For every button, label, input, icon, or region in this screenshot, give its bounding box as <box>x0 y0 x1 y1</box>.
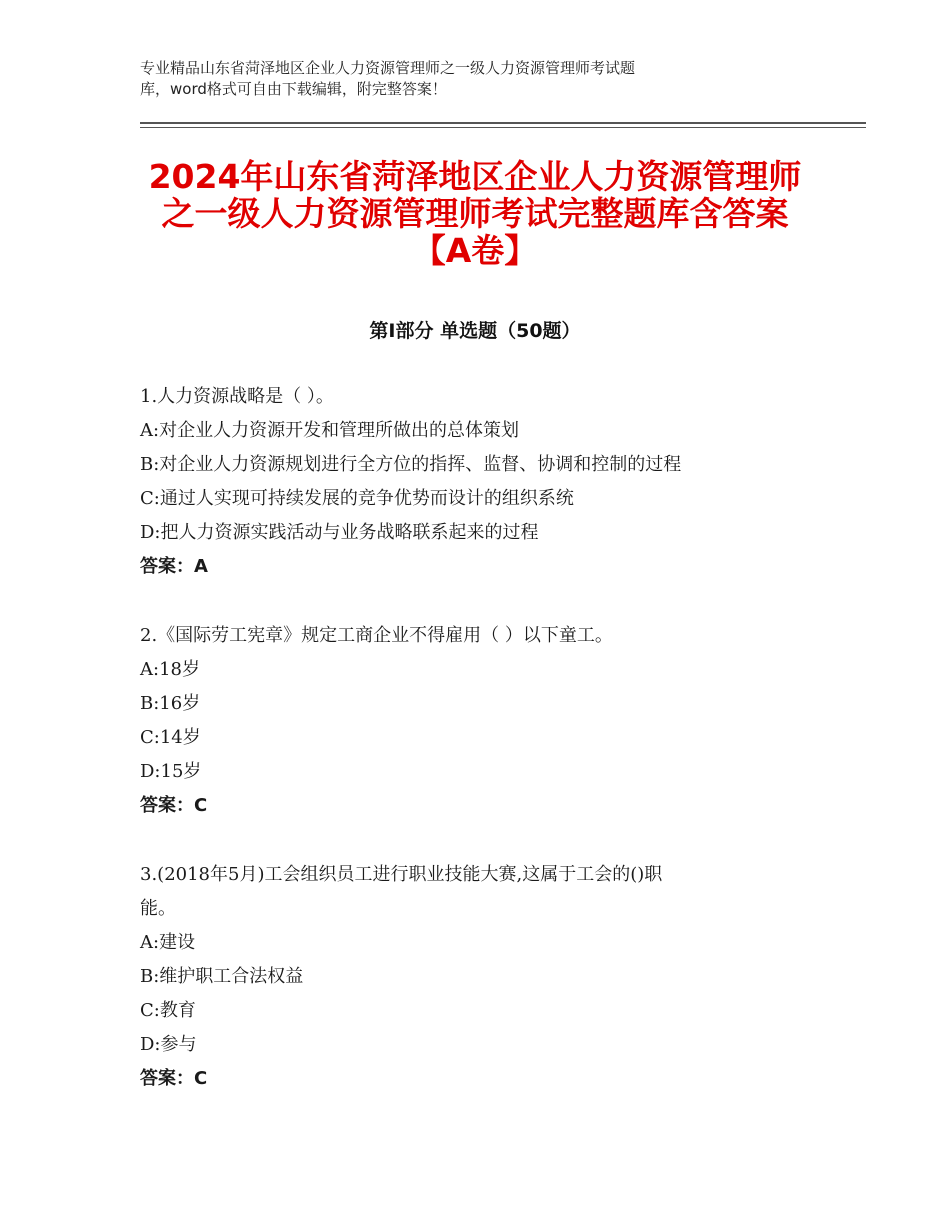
question-3-option-b: B:维护职工合法权益 <box>140 966 304 987</box>
question-3-answer: 答案：C <box>140 1068 208 1089</box>
question-3-stem-line-1: 3.(2018年5月)工会组织员工进行职业技能大赛,这属于工会的()职 <box>140 864 663 885</box>
question-2-option-d: D:15岁 <box>140 761 202 782</box>
title-line-1: 2024年山东省菏泽地区企业人力资源管理师 <box>148 157 802 196</box>
document-title <box>140 158 810 269</box>
question-3-option-a: A:建设 <box>140 932 196 953</box>
header-divider <box>140 122 866 128</box>
title-line-3: 【A卷】 <box>412 231 538 270</box>
question-2-answer: 答案：C <box>140 795 208 816</box>
question-3-stem-line-2: 能。 <box>140 898 176 919</box>
question-1-answer: 答案：A <box>140 556 208 577</box>
question-2-option-a: A:18岁 <box>140 659 200 680</box>
question-2-option-b: B:16岁 <box>140 693 201 714</box>
header-note <box>140 58 780 100</box>
question-1-option-b: B:对企业人力资源规划进行全方位的指挥、监督、协调和控制的过程 <box>140 454 682 475</box>
question-2-stem: 2.《国际劳工宪章》规定工商企业不得雇用（ ）以下童工。 <box>140 625 613 646</box>
question-3-option-d: D:参与 <box>140 1034 197 1055</box>
question-1-option-a: A:对企业人力资源开发和管理所做出的总体策划 <box>140 420 520 441</box>
section-heading: 第Ⅰ部分 单选题（50题） <box>369 320 581 342</box>
header-note-line-2: 库，word格式可自由下载编辑，附完整答案！ <box>140 80 447 98</box>
question-1-stem: 1.人力资源战略是（ ）。 <box>140 386 334 407</box>
question-1-option-d: D:把人力资源实践活动与业务战略联系起来的过程 <box>140 522 539 543</box>
title-line-2: 之一级人力资源管理师考试完整题库含答案 <box>161 194 789 233</box>
header-note-line-1: 专业精品山东省菏泽地区企业人力资源管理师之一级人力资源管理师考试题 <box>140 59 636 77</box>
question-3-option-c: C:教育 <box>140 1000 196 1021</box>
question-2-option-c: C:14岁 <box>140 727 201 748</box>
question-1-option-c: C:通过人实现可持续发展的竞争优势而设计的组织系统 <box>140 488 574 509</box>
